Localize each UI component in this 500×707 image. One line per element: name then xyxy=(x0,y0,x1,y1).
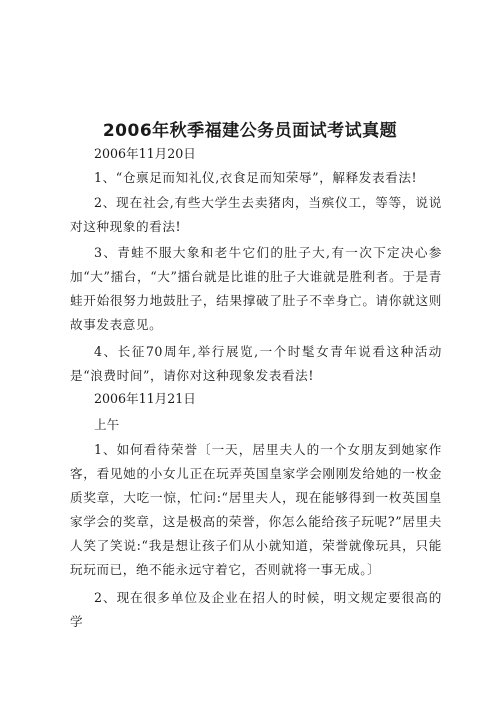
question-4: 4、长征70周年,举行展览,一个时髦女青年说看这种活动是“浪费时间”，请你对这种现象发表看法! xyxy=(70,344,442,383)
exam-date-2: 2006年11月21日 xyxy=(94,391,196,406)
session-morning: 上午 xyxy=(94,417,120,432)
question-1: 1、“仓禀足而知礼仪,衣食足而知荣辱”，解释发表看法! xyxy=(94,170,418,185)
exam-date-1: 2006年11月20日 xyxy=(94,146,196,161)
question-6: 2、现在很多单位及企业在招人的时候，明文规定要很高的学 xyxy=(70,590,442,629)
question-3: 3、青蛙不服大象和老牛它们的肚子大,有一次下定决心参加“大”擂台，“大”擂台就是比谁的肚子大谁就是胜利者。于是青蛙开始很努力地鼓肚子，结果撑破了肚子不幸身亡。请你就这则故事发表意见。 xyxy=(70,245,442,332)
document-title: 2006年秋季福建公务员面试考试真题 xyxy=(102,121,398,141)
question-5: 1、如何看待荣誉〔一天，居里夫人的一个女朋友到她家作客，看见她的小女儿正在玩弄英国皇家学会刚刚发给她的一枚金质奖章，大吃一惊，忙问:“居里夫人，现在能够得到一枚英国皇家学会的奖章，这是极高的荣誉，你怎么能给孩子玩呢?”居里夫人笑了笑说:“我是想让孩子们从小就知道，荣誉就像玩具，只能玩玩而已，绝不能永远守着它，否则就将一事无成。〕 xyxy=(70,442,442,577)
question-2: 2、现在社会,有些大学生去卖猪肉，当殡仪工，等等，说说对这种现象的看法! xyxy=(70,195,442,234)
